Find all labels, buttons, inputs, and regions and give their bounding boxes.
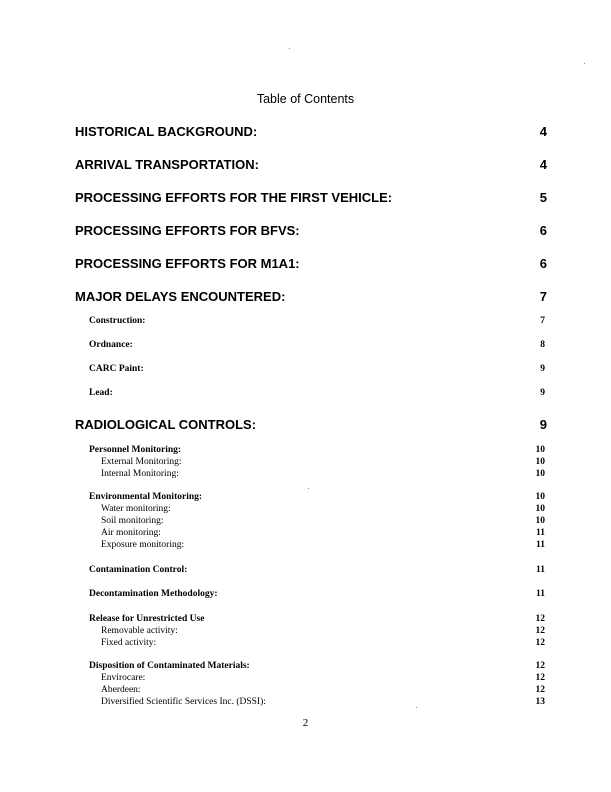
toc-subentry [89,492,545,502]
toc-subsubentry [101,685,545,695]
toc-entry-page: 11 [536,540,545,550]
toc-entry-title: HISTORICAL BACKGROUND: [75,124,258,139]
toc-entry-title: PROCESSING EFFORTS FOR BFVS: [75,223,300,238]
toc-entry-page: 12 [535,626,545,636]
toc-subentry [89,589,545,599]
toc-entry-title: Aberdeen: [101,685,141,695]
scan-speck [289,48,290,49]
scan-speck [308,488,309,489]
scan-speck [584,63,585,64]
toc-entry-title: Air monitoring: [101,528,161,538]
toc-entry-page: 9 [539,417,547,432]
toc-entry-title: Soil monitoring: [101,516,164,526]
toc-entry-page: 10 [535,457,545,467]
toc-entry-title: External Monitoring: [101,457,182,467]
toc-subsubentry [101,540,545,550]
toc-subsubentry [101,457,545,467]
toc-entry [75,124,547,139]
toc-entry-page: 12 [535,638,545,648]
toc-subentry [89,614,545,624]
toc-entry-title: RADIOLOGICAL CONTROLS: [75,417,257,432]
toc-subentry [89,388,545,398]
toc-entry-page: 10 [535,504,545,514]
toc-subsubentry [101,673,545,683]
toc-entry-page: 10 [535,492,545,502]
toc-subsubentry [101,469,545,479]
toc-entry-page: 7 [539,289,547,304]
toc-entry-page: 4 [539,124,547,139]
toc-entry [75,417,547,432]
toc-entry-title: Contamination Control: [89,565,188,575]
toc-entry [75,190,547,205]
toc-entry-title: Disposition of Contaminated Materials: [89,661,250,671]
toc-entry-title: Personnel Monitoring: [89,445,182,455]
toc-entry-page: 10 [535,445,545,455]
toc-entry-title: Exposure monitoring: [101,540,185,550]
toc-entry-page: 6 [539,256,547,271]
toc-subentry [89,340,545,350]
toc-entry-title: PROCESSING EFFORTS FOR THE FIRST VEHICLE: [75,190,393,205]
toc-entry-page: 12 [535,661,545,671]
toc-entry-title: Construction: [89,316,146,326]
toc-entry-page: 12 [535,685,545,695]
toc-entry-title: Release for Unrestricted Use [89,614,205,624]
toc-entry-page: 11 [536,565,545,575]
toc-subentry [89,661,545,671]
toc-entry-page: 8 [540,340,545,350]
toc-entry [75,223,547,238]
toc-subsubentry [101,638,545,648]
toc-entry-page: 4 [539,157,547,172]
toc-entry-title: Water monitoring: [101,504,171,514]
toc-entry-page: 9 [540,364,545,374]
toc-subsubentry [101,528,545,538]
toc-subsubentry [101,516,545,526]
toc-entry-title: Fixed activity: [101,638,157,648]
toc-entry-page: 10 [535,516,545,526]
toc-entry-title: Decontamination Methodology: [89,589,218,599]
toc-subsubentry [101,626,545,636]
toc-entry-page: 13 [535,697,545,707]
toc-entry [75,256,547,271]
toc-entry-title: Lead: [89,388,113,398]
toc-subentry [89,565,545,575]
toc-subentry [89,316,545,326]
toc-entry-page: 11 [536,528,545,538]
toc-subsubentry [101,697,545,707]
toc-entry-title: CARC Paint: [89,364,144,374]
toc-subentry [89,364,545,374]
toc-entry-page: 12 [535,673,545,683]
page-number: 2 [302,717,309,729]
scan-speck [416,707,417,708]
toc-entry-page: 5 [539,190,547,205]
toc-entry-page: 11 [536,589,545,599]
toc-entry [75,157,547,172]
toc-entry-title: Diversified Scientific Services Inc. (DSSI): [101,697,266,707]
toc-entry-page: 12 [535,614,545,624]
toc-subsubentry [101,504,545,514]
toc-entry-title: Ordnance: [89,340,133,350]
toc-entry [75,289,547,304]
toc-entry-page: 6 [539,223,547,238]
toc-entry-page: 7 [540,316,545,326]
toc-entry-page: 10 [535,469,545,479]
toc-entry-title: Environmental Monitoring: [89,492,203,502]
toc-entry-title: MAJOR DELAYS ENCOUNTERED: [75,289,286,304]
toc-entry-title: Removable activity: [101,626,178,636]
toc-entry-title: ARRIVAL TRANSPORTATION: [75,157,259,172]
toc-entry-title: Envirocare: [101,673,146,683]
toc-heading: Table of Contents [256,92,355,106]
toc-entry-page: 9 [540,388,545,398]
toc-subentry [89,445,545,455]
toc-entry-title: PROCESSING EFFORTS FOR M1A1: [75,256,300,271]
toc-entry-title: Internal Monitoring: [101,469,179,479]
